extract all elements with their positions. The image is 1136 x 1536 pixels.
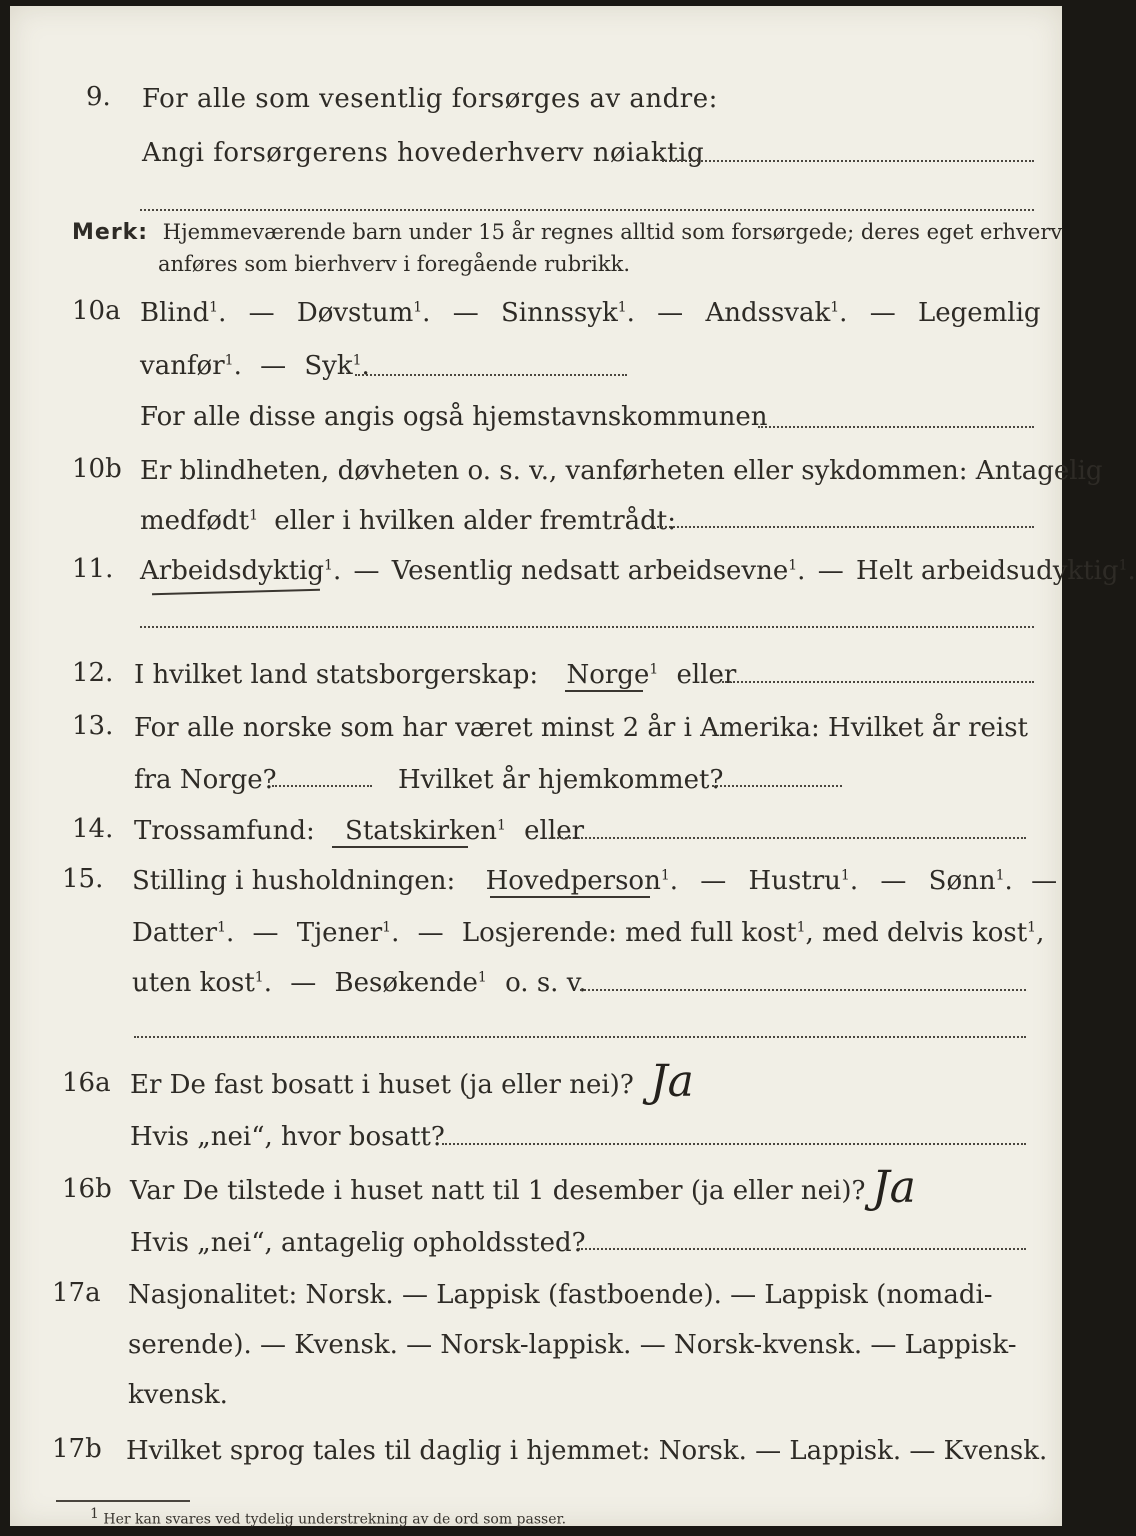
q9-number: 9.	[86, 82, 111, 112]
q15-hovedperson: Hovedperson	[485, 866, 661, 896]
q10b-line2: medfødt$^1$ eller i hvilken alder fremtrådt:	[140, 506, 677, 536]
q17a-line3: kvensk.	[128, 1380, 228, 1410]
merk-label: Merk:	[72, 220, 149, 245]
q14-line: Trossamfund: Statskirken$^1$ eller	[134, 816, 585, 846]
q15-answer-line-2	[134, 1036, 1026, 1038]
q10a-vanfor: vanfør	[140, 351, 225, 381]
q11-answer-line	[140, 626, 1034, 628]
q10a-dovstum: Døvstum	[296, 298, 414, 328]
q15-handwritten-underline	[490, 896, 650, 898]
q10b-line1: Er blindheten, døvheten o. s. v., vanførheten eller sykdommen: Antagelig	[140, 456, 1103, 486]
q11-arbeidsdyktig: Arbeidsdyktig	[140, 556, 325, 586]
q14-number: 14.	[72, 814, 114, 844]
q10a-blind: Blind	[140, 298, 210, 328]
q11-udyktig: Helt arbeidsudyktig	[855, 556, 1119, 586]
q11-handwritten-underline	[152, 589, 320, 595]
q9-answer-line	[662, 160, 1034, 162]
census-form-page	[10, 6, 1136, 1528]
q10a-number: 10a	[72, 296, 121, 326]
q16b-line1: Var De tilstede i huset natt til 1 desember (ja eller nei)?	[130, 1176, 866, 1206]
q13-line1: For alle norske som har været minst 2 år i Amerika: Hvilket år reist	[134, 713, 1028, 743]
q15-number: 15.	[62, 864, 104, 894]
q16b-number: 16b	[62, 1174, 112, 1204]
q13-fra-norge: fra Norge?	[134, 765, 277, 795]
q17a-line2: serende). — Kvensk. — Norsk-lappisk. — Norsk-kvensk. — Lappisk-	[128, 1330, 1017, 1360]
q10a-syk-line	[355, 374, 627, 376]
q9-answer-line-2	[140, 209, 1034, 211]
q12-line: I hvilket land statsborgerskap: Norge$^1$ eller	[134, 660, 737, 690]
q16a-answer-line	[442, 1143, 1026, 1145]
q16a-line1: Er De fast bosatt i huset (ja eller nei)?	[130, 1070, 634, 1100]
merk-line2: anføres som bierhverv i foregående rubrikk.	[158, 252, 631, 276]
q11-line: Arbeidsdyktig$^1$. — Vesentlig nedsatt arbeidsevne$^1$. — Helt arbeidsudyktig$^1$.	[140, 556, 1136, 586]
q9-line2: Angi forsørgerens hovederhverv nøiaktig	[142, 138, 705, 168]
q17b-line1: Hvilket sprog tales til daglig i hjemmet: Norsk. — Lappisk. — Kvensk.	[126, 1436, 1048, 1466]
q15-answer-line	[580, 989, 1026, 991]
q10a-syk: Syk	[304, 351, 353, 381]
q10b-number: 10b	[72, 454, 122, 484]
q14-answer-line	[550, 837, 1026, 839]
q10a-line3: For alle disse angis også hjemstavnskommunen	[140, 402, 768, 432]
q17a-number: 17a	[52, 1278, 101, 1308]
q16a-line2: Hvis „nei“, hvor bosatt?	[130, 1122, 445, 1152]
q10a-line2: vanfør$^1$. — Syk$^1$.	[140, 351, 370, 381]
q10a-hjemstavn-line	[758, 426, 1034, 428]
q16b-answer-line	[578, 1248, 1026, 1250]
q14-statskirken: Statskirken	[345, 816, 497, 846]
q15-line3: uten kost$^1$. — Besøkende$^1$ o. s. v.	[132, 968, 587, 998]
merk-line1: Hjemmeværende barn under 15 år regnes alltid som forsørgede; deres eget erhverv	[162, 220, 1063, 244]
q13-hjemkommet-line	[712, 785, 842, 787]
q15-line2: Datter$^1$. — Tjener$^1$. — Losjerende: med full kost$^1$, med delvis kost$^1$,	[132, 918, 1045, 948]
q14-handwritten-underline	[332, 846, 468, 848]
q9-line1: For alle som vesentlig forsørges av andre:	[142, 84, 718, 114]
q12-norge: Norge	[566, 660, 650, 690]
q13-reist-line	[272, 785, 372, 787]
footnote: 1 Her kan svares ved tydelig understrekning av de ord som passer.	[90, 1506, 567, 1528]
q16a-number: 16a	[62, 1068, 111, 1098]
q15-line1: Stilling i husholdningen: Hovedperson$^1$. — Hustru$^1$. — Sønn$^1$. —	[132, 866, 1058, 896]
q17a-line1: Nasjonalitet: Norsk. — Lappisk (fastboende). — Lappisk (nomadi-	[128, 1280, 993, 1310]
footnote-rule	[56, 1500, 190, 1502]
q10a-andssvak: Andssvak	[705, 298, 831, 328]
q13-number: 13.	[72, 711, 114, 741]
q12-number: 12.	[72, 658, 114, 688]
merk-note	[72, 220, 1062, 245]
q10a-sinnssyk: Sinnssyk	[500, 298, 618, 328]
q16b-line2: Hvis „nei“, antagelig opholdssted?	[130, 1228, 586, 1258]
q16a-handwritten-answer: Ja	[650, 1056, 694, 1107]
q10b-answer-line	[650, 526, 1034, 528]
q16b-handwritten-answer: Ja	[872, 1162, 916, 1213]
q12-handwritten-underline	[565, 690, 643, 692]
q10a-line1: Blind$^1$. — Døvstum$^1$. — Sinnssyk$^1$. — Andssvak$^1$. — Legemlig	[140, 298, 1041, 328]
q12-answer-line	[722, 681, 1034, 683]
q11-nedsatt: Vesentlig nedsatt arbeidsevne	[391, 556, 789, 586]
q10a-legemlig: Legemlig	[917, 298, 1041, 328]
q17b-number: 17b	[52, 1434, 102, 1464]
q13-hjemkommet: Hvilket år hjemkommet?	[398, 765, 724, 795]
q11-number: 11.	[72, 554, 114, 584]
q10b-medfodt: medfødt	[140, 506, 250, 536]
